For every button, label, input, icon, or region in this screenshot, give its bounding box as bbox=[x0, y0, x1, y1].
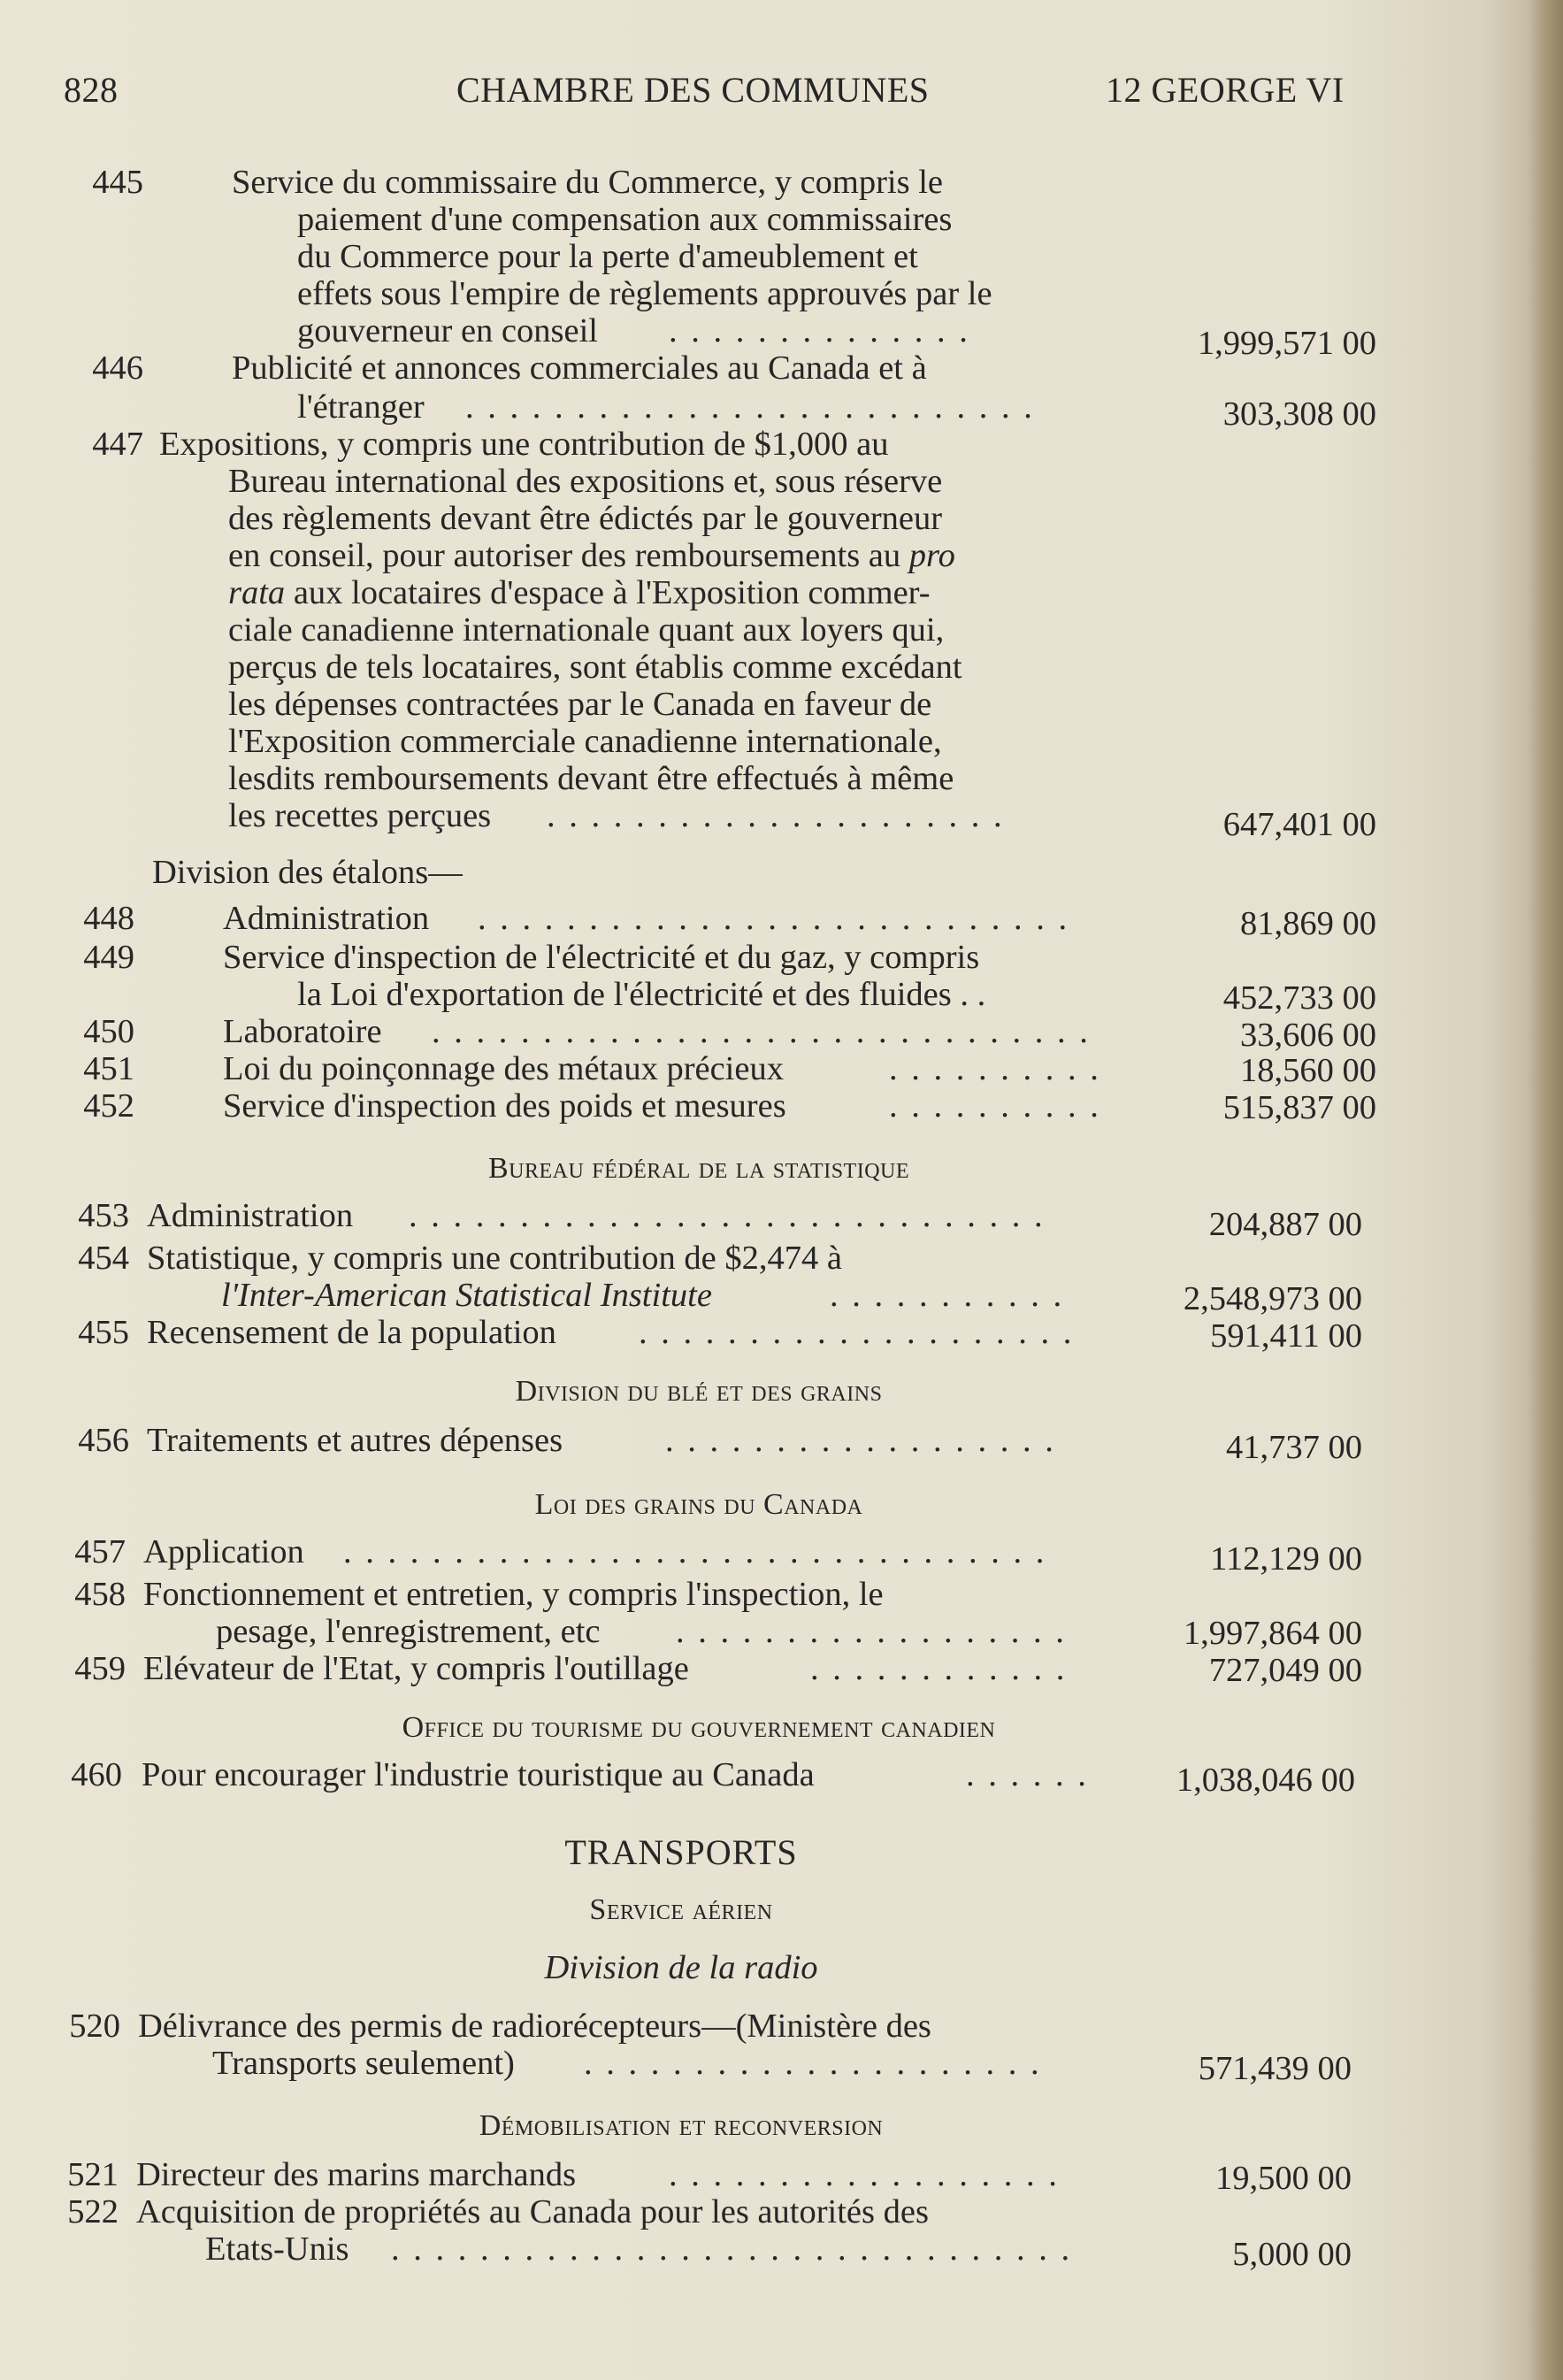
vote-number: 451 bbox=[83, 1050, 134, 1087]
vote-amount: 1,038,046 00 bbox=[1176, 1762, 1355, 1799]
vote-number: 447 bbox=[92, 426, 143, 463]
vote-text: Statistique, y compris une contribution de $2,474 à bbox=[147, 1240, 842, 1277]
vote-text: Expositions, y compris une contribution de $1,000 au bbox=[159, 426, 889, 463]
division-heading: Division de la radio bbox=[544, 1949, 818, 1986]
vote-amount: 591,411 00 bbox=[1210, 1317, 1362, 1355]
dot-leader: . . . . . . . . . . . . bbox=[810, 1651, 1068, 1687]
vote-number: 520 bbox=[69, 2008, 120, 2045]
vote-amount: 727,049 00 bbox=[1208, 1652, 1362, 1689]
vote-text: Loi du poinçonnage des métaux précieux bbox=[223, 1050, 784, 1087]
vote-text: Elévateur de l'Etat, y compris l'outillage bbox=[143, 1650, 689, 1687]
vote-text-line-end: Etats-Unis bbox=[205, 2230, 349, 2268]
vote-amount: 2,548,973 00 bbox=[1183, 1280, 1362, 1317]
dot-leader: . . . . . . . . . . . . . . . . . . . . . . . . . . . . . . . . bbox=[343, 1534, 1047, 1570]
vote-text-line bbox=[212, 2045, 1042, 2083]
vote-number: 445 bbox=[92, 164, 143, 201]
vote-amount: 18,560 00 bbox=[1240, 1052, 1376, 1089]
vote-amount: 452,733 00 bbox=[1222, 979, 1376, 1017]
vote-number: 446 bbox=[92, 349, 143, 387]
vote-amount: 1,997,864 00 bbox=[1183, 1615, 1362, 1652]
vote-text-line: ciale canadienne internationale quant aux loyers qui, bbox=[228, 611, 945, 649]
vote-text: Publicité et annonces commerciales au Canada et à bbox=[232, 349, 927, 387]
dot-leader: . . . . . . . . . . bbox=[889, 1088, 1101, 1125]
vote-amount: 33,606 00 bbox=[1240, 1017, 1376, 1054]
vote-text: Administration bbox=[147, 1197, 354, 1234]
vote-number: 521 bbox=[67, 2156, 119, 2193]
vote-text: Fonctionnement et entretien, y compris l'inspection, le bbox=[143, 1576, 884, 1613]
vote-text-line-end: Transports seulement) bbox=[212, 2045, 515, 2082]
vote-number: 457 bbox=[74, 1533, 126, 1570]
vote-text-line: effets sous l'empire de règlements approuvés par le bbox=[297, 275, 992, 312]
vote-text: Application bbox=[143, 1533, 304, 1570]
vote-text-line: Bureau international des expositions et, sous réserve bbox=[228, 463, 943, 500]
vote-number: 454 bbox=[78, 1240, 129, 1277]
vote-text-line: rata aux locataires d'espace à l'Exposition commer- bbox=[228, 574, 931, 611]
vote-amount: 19,500 00 bbox=[1215, 2160, 1352, 2197]
dot-leader: . . . . . . . . . . . . . . . . . . bbox=[676, 1614, 1067, 1650]
italic-word: pro bbox=[908, 537, 955, 574]
vote-text-line-end: pesage, l'enregistrement, etc bbox=[216, 1613, 601, 1650]
vote-text-line: des règlements devant être édictés par le gouverneur bbox=[228, 500, 943, 537]
vote-number: 458 bbox=[74, 1576, 126, 1613]
section-heading: Démobilisation et reconversion bbox=[479, 2109, 884, 2142]
vote-text-line bbox=[228, 797, 1005, 835]
vote-amount: 515,837 00 bbox=[1222, 1089, 1376, 1126]
dot-leader: . . . . . . . . . . . . . . . . . . . . . . . . . . . . . . . bbox=[391, 2231, 1073, 2268]
vote-text-line-end: les recettes perçues bbox=[228, 797, 492, 834]
dot-leader: . . . . . . . . . . . . . . . . . . bbox=[665, 1423, 1056, 1459]
section-heading: Division du blé et des grains bbox=[515, 1375, 883, 1408]
vote-text-line bbox=[205, 2230, 1073, 2269]
vote-amount: 303,308 00 bbox=[1222, 395, 1376, 433]
dot-leader: . . . . . . bbox=[966, 1757, 1089, 1793]
vote-text-line bbox=[297, 977, 985, 1014]
dot-leader: . . . . . . . . . . . . . . bbox=[669, 313, 970, 349]
vote-number: 460 bbox=[71, 1756, 122, 1793]
vote-amount: 647,401 00 bbox=[1222, 806, 1376, 843]
vote-amount: 571,439 00 bbox=[1198, 2050, 1352, 2087]
vote-text-line-end: gouverneur en conseil bbox=[297, 312, 598, 349]
dot-leader: . . bbox=[960, 976, 986, 1013]
dot-leader: . . . . . . . . . . . bbox=[830, 1278, 1065, 1314]
division-heading: Division des étalons— bbox=[152, 854, 463, 891]
dot-leader: . . . . . . . . . . . . . . . . . . . . . . . . . . . bbox=[478, 901, 1070, 937]
italic-word: rata bbox=[228, 574, 286, 611]
vote-amount: 112,129 00 bbox=[1210, 1540, 1362, 1578]
regnal-year: 12 GEORGE VI bbox=[1106, 70, 1345, 110]
dot-leader: . . . . . . . . . . . . . . . . . . . . . . . . . . . . . bbox=[409, 1198, 1046, 1234]
vote-text-line: l'Exposition commerciale canadienne internationale, bbox=[228, 723, 942, 760]
section-heading: Bureau fédéral de la statistique bbox=[487, 1152, 910, 1185]
running-title: CHAMBRE DES COMMUNES bbox=[456, 70, 930, 110]
vote-number: 450 bbox=[83, 1013, 134, 1050]
vote-amount: 1,999,571 00 bbox=[1197, 325, 1376, 362]
vote-text-line bbox=[221, 1277, 1065, 1315]
vote-text: Service d'inspection des poids et mesures bbox=[223, 1087, 786, 1125]
vote-text-line-end: la Loi d'exportation de l'électricité et des fluides bbox=[297, 976, 952, 1013]
page-number: 828 bbox=[64, 70, 119, 110]
vote-text-line: lesdits remboursements devant être effectués à même bbox=[228, 760, 954, 797]
vote-text-line: en conseil, pour autoriser des remboursements au pro bbox=[228, 537, 955, 574]
vote-text: Service d'inspection de l'électricité et du gaz, y compris bbox=[223, 939, 980, 976]
vote-number: 449 bbox=[83, 939, 134, 976]
dot-leader: . . . . . . . . . . . . . . . . . . . . bbox=[639, 1315, 1075, 1351]
section-heading: Loi des grains du Canada bbox=[534, 1488, 863, 1521]
dot-leader: . . . . . . . . . . . . . . . . . . . . . bbox=[584, 2046, 1042, 2082]
section-heading: Office du tourisme du gouvernement canadien bbox=[402, 1711, 996, 1744]
vote-number: 456 bbox=[78, 1422, 129, 1459]
vote-text: Délivrance des permis de radiorécepteurs—(Ministère des bbox=[138, 2008, 931, 2045]
vote-text-line bbox=[297, 313, 1138, 350]
vote-text-line: perçus de tels locataires, sont établis comme excédant bbox=[228, 649, 962, 686]
vote-text-line bbox=[216, 1613, 1067, 1651]
vote-amount: 5,000 00 bbox=[1232, 2236, 1352, 2273]
vote-text-line: paiement d'une compensation aux commissaires bbox=[297, 201, 953, 238]
dot-leader: . . . . . . . . . . . . . . . . . . . . . . . . . . . . . . bbox=[432, 1014, 1091, 1050]
vote-text-line: du Commerce pour la perte d'ameublement et bbox=[297, 238, 918, 275]
vote-number: 522 bbox=[67, 2193, 119, 2230]
vote-text: Pour encourager l'industrie touristique au Canada bbox=[142, 1756, 815, 1793]
department-heading: TRANSPORTS bbox=[564, 1832, 798, 1872]
vote-number: 448 bbox=[83, 900, 134, 937]
vote-text: Administration bbox=[223, 900, 430, 937]
vote-text: Directeur des marins marchands bbox=[136, 2156, 577, 2193]
dot-leader: . . . . . . . . . . . . . . . . . . . . . . . . . . bbox=[465, 389, 1035, 426]
vote-text-line-end: l'étranger bbox=[297, 388, 425, 426]
vote-number: 453 bbox=[78, 1197, 129, 1234]
vote-number: 459 bbox=[74, 1650, 126, 1687]
vote-text-line: les dépenses contractées par le Canada en faveur de bbox=[228, 686, 932, 723]
vote-text-line-end: l'Inter-American Statistical Institute bbox=[221, 1277, 712, 1314]
vote-amount: 81,869 00 bbox=[1240, 905, 1376, 942]
section-heading: Service aérien bbox=[589, 1893, 773, 1926]
vote-amount: 41,737 00 bbox=[1226, 1429, 1362, 1466]
vote-text: Recensement de la population bbox=[147, 1314, 556, 1351]
vote-text: Service du commissaire du Commerce, y compris le bbox=[232, 164, 944, 201]
dot-leader: . . . . . . . . . . . . . . . . . . . . . bbox=[547, 798, 1005, 834]
vote-text-line bbox=[297, 388, 1035, 426]
vote-amount: 204,887 00 bbox=[1208, 1206, 1362, 1243]
vote-number: 452 bbox=[83, 1087, 134, 1125]
dot-leader: . . . . . . . . . . bbox=[889, 1051, 1101, 1087]
vote-text: Acquisition de propriétés au Canada pour les autorités des bbox=[136, 2193, 929, 2230]
dot-leader: . . . . . . . . . . . . . . . . . . bbox=[669, 2157, 1060, 2193]
vote-text: Laboratoire bbox=[223, 1013, 382, 1050]
vote-text: Traitements et autres dépenses bbox=[147, 1422, 563, 1459]
vote-number: 455 bbox=[78, 1314, 129, 1351]
